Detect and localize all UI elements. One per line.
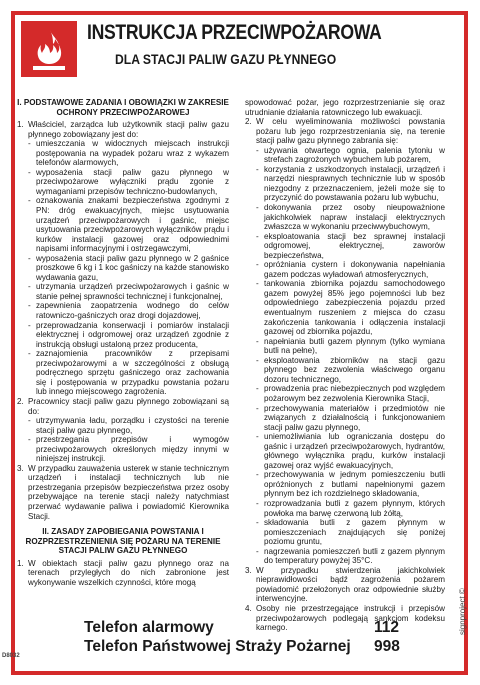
sub-item [28, 321, 229, 350]
sub-item-text: wyposażenia stacji paliw gazu płynnego w przeciwpożarowe wyłączniki prądu zgonie z wymaganiami przepisów techniczno-budowlanych, [36, 167, 229, 196]
phone-row-fire-brigade [84, 637, 414, 656]
dash-marker: - [28, 253, 31, 263]
dash-marker: - [256, 432, 259, 442]
sub-item [28, 254, 229, 283]
list-item [245, 604, 445, 633]
sub-item [256, 470, 445, 499]
sub-item [28, 282, 229, 301]
item-number: 1. [17, 120, 24, 130]
sub-item-text: wyposażenia stacji paliw gazu płynnego w 2 gaśnice proszkowe 6 kg i 1 koc gaśniczy na każde stanowisko wydawania gazu, [36, 253, 229, 282]
sub-item-text: umieszczania w widocznych miejscach instrukcji postępowania na wypadek pożaru wraz z wykazem telefonów alarmowych, [36, 139, 229, 168]
item-text: Pracownicy stacji paliw gazu płynnego zobowiązani są do: [28, 396, 229, 416]
sub-item [256, 165, 445, 203]
sub-item-text: uniemożliwiania lub ograniczania dostępu do gaśnic i urządzeń przeciwpożarowych, hydrantów, głównego wyłącznika prądu, kurków instalacji gazowej oraz wyjść ewakuacyjnych, [264, 432, 445, 470]
phone-label: Telefon alarmowy [84, 619, 214, 636]
dash-marker: - [256, 498, 259, 508]
sub-item-text: składowania butli z gazem płynnym w pomieszczeniach znajdujących się poniżej poziomu gruntu, [264, 518, 445, 547]
item-text: Właściciel, zarządca lub użytkownik stacji paliw gazu płynnego zobowiązany jest do: [28, 120, 229, 139]
section-1-items [17, 120, 229, 521]
sub-item [256, 260, 445, 279]
dash-marker: - [28, 196, 31, 206]
section-1-title: I. PODSTAWOWE ZADANIA I OBOWIĄZKI W ZAKRESIE OCHRONY PRZECIWPOŻAROWEJ [17, 98, 229, 117]
sub-item [256, 203, 445, 232]
section-2-items [245, 117, 445, 633]
dash-marker: - [28, 282, 31, 292]
list-item [17, 120, 229, 397]
list-item [245, 566, 445, 604]
sub-item-text: opróżniania cystern i dokonywania napełniania gazem podczas wyładowań atmosferycznych, [264, 260, 445, 279]
item-text: Osoby nie przestrzegające instrukcji i przepisów przeciwpożarowych podlegają sankcjom kodeksu karnego. [256, 603, 445, 633]
dash-marker: - [256, 164, 259, 174]
item-number: 3. [17, 463, 24, 473]
dash-marker: - [28, 416, 31, 426]
sub-item [256, 384, 445, 403]
dash-marker: - [28, 167, 31, 177]
sub-item-text: eksploatowania stacji bez sprawnej instalacji odgromowej, elektrycznej, zaworów bezpieczeństwa, [264, 231, 445, 260]
sub-item-text: eksploatowania zbiorników na stacji gazu płynnego bez zezwolenia właściwego organu dozoru technicznego, [264, 355, 445, 384]
sub-item-text: oznakowania znakami bezpieczeństwa zgodnymi z PN: dróg ewakuacyjnych, miejsc usytuowania urządzeń przeciwpożarowych i gaśnic, miejsc usytuowania przeciwpożarowych wyłączników prądu i kurków instalacji gazowej oraz odpowiednimi napisami informacyjnymi i ostrzegawczymi, [36, 196, 229, 254]
item-text: W przypadku stwierdzenia jakichkolwiek nieprawidłowości bądź zagrożenia pożarem powiadomić przełożonych oraz odpowiednie służby interwencyjne. [256, 565, 445, 604]
sub-item-text: zapewnienia zaopatrzenia wodnego do celów ratowniczo-gaśniczych oraz drogi dojazdowej, [36, 301, 229, 321]
dash-marker: - [28, 349, 31, 359]
dash-marker: - [256, 403, 259, 413]
sub-item-text: przechowywania w jednym pomieszczeniu butli opróżnionych z butlami napełnionymi gazem płynnym bez ich rozdzielnego składowania, [264, 470, 445, 499]
dash-marker: - [256, 470, 259, 480]
sub-item-text: dokonywania przez osoby nieupoważnione jakichkolwiek napraw instalacji elektrycznych zwłaszcza w wykonaniu przeciwwybuchowym, [264, 203, 445, 232]
sub-item-text: napełniania butli gazem płynnym (tylko wymiana butli na pełne), [264, 336, 445, 356]
sub-item [28, 416, 229, 435]
item-number: 2. [245, 117, 252, 127]
dash-marker: - [28, 435, 31, 445]
section-2-title: II. ZASADY ZAPOBIEGANIA POWSTANIA I ROZPRZESTRZENIENIA SIĘ POŻARU NA TERENIE STACJI PALIW GAZU PŁYNNEGO [25, 527, 221, 556]
sub-item [256, 232, 445, 261]
sub-item-text: tankowania zbiornika pojazdu samochodowego gazem powyżej 85% jego pojemności lub bez odpowiedniego zabezpieczenia pojazdu przed ewentualnym ruszeniem z miejsca do czasu zakończenia tankowania i odłączenia instalacji gazowej od zbiornika pojazdu, [264, 279, 445, 337]
fire-logo [21, 21, 77, 77]
item-text: W celu wyeliminowania możliwości powstania pożaru lub jego rozprzestrzeniania się, na terenie stacji paliw gazu płynnego zabrania się: [256, 117, 445, 146]
page-subtitle: DLA STACJI PALIW GAZU PŁYNNEGO [115, 52, 337, 67]
sub-item [256, 404, 445, 433]
fire-icon [21, 21, 77, 77]
item-number: 3. [245, 565, 252, 575]
item-continuation: spowodować pożar, jego rozprzestrzenianie się oraz utrudnianie działania ratowniczego lub ewakuacji. [245, 98, 445, 117]
sub-item [256, 279, 445, 336]
dash-marker: - [256, 336, 259, 346]
list-item [17, 464, 229, 521]
sub-item-text: utrzymania urządzeń przeciwpożarowych i gaśnic w stanie pełnej sprawności technicznej i funkcjonalnej, [36, 282, 229, 301]
phone-number: 998 [374, 638, 400, 655]
sub-item [256, 432, 445, 470]
sub-item [28, 435, 229, 464]
dash-marker: - [28, 139, 31, 149]
sub-item-text: rozprowadzania butli z gazem płynnym, których powłoka ma barwę czerwoną lub żółtą, [264, 498, 445, 518]
left-column [17, 98, 229, 587]
section-2-item [17, 559, 229, 588]
phone-label: Telefon Państwowej Straży Pożarnej [84, 638, 351, 655]
dash-marker: - [256, 518, 259, 528]
list-item [17, 397, 229, 464]
sub-item [256, 337, 445, 356]
item-text: W obiektach stacji paliw gazu płynnego oraz na terenach przyległych do nich zabronione jest wykonywanie wszelkich czynności, które mogą [28, 558, 229, 587]
sub-item-text: zaznajomienia pracowników z przepisami przeciwpożarowymi a w szczególności z obsługą podręcznego sprzętu gaśniczego oraz zachowania się i postępowania w przypadku powstania pożaru lub innego miejscowego zagrożenia. [36, 349, 229, 397]
sub-item-text: przechowywania materiałów i przedmiotów nie związanych z działalnością i funkcjonowaniem stacji paliw gazu płynnego, [264, 403, 445, 432]
sub-item [256, 547, 445, 566]
sub-item-text: utrzymywania ładu, porządku i czystości na terenie stacji paliw gazu płynnego, [36, 416, 229, 435]
dash-marker: - [256, 145, 259, 155]
sub-item-text: nagrzewania pomieszczeń butli z gazem płynnym do temperatury powyżej 35°C. [264, 546, 445, 566]
sub-item [28, 301, 229, 320]
right-column [245, 98, 445, 633]
sub-item [256, 518, 445, 547]
item-number: 2. [17, 396, 24, 406]
phone-number: 112 [374, 619, 400, 636]
dash-marker: - [256, 279, 259, 289]
dash-marker: - [256, 231, 259, 241]
sub-item-text: przeprowadzania konserwacji i pomiarów instalacji elektrycznej i odgromowej oraz urządzeń zgodnie z instrukcją obsługi ustaloną przez producenta, [36, 320, 229, 349]
sub-item-text: korzystania z uszkodzonych instalacji, urządzeń i narzędzi niesprawnych technicznie lub w sposób niezgodny z przeznaczeniem, jeżeli może się to przyczynić do powstawania pożaru lub wybuchu, [264, 164, 445, 203]
sub-item [28, 168, 229, 197]
dash-marker: - [28, 301, 31, 311]
sub-item [256, 356, 445, 385]
list-item [245, 117, 445, 566]
sub-item-text: przestrzegania przepisów i wymogów przeciwpożarowych określonych między innymi w niniejszej instrukcji. [36, 435, 229, 464]
sub-item [256, 499, 445, 518]
dash-marker: - [256, 384, 259, 394]
item-number: 1. [17, 558, 24, 568]
dash-marker: - [256, 260, 259, 270]
item-text: W przypadku zauważenia usterek w stanie technicznym urządzeń i instalacji technicznych lub nie przestrzegania przepisów bezpieczeństwa przez osoby przebywające na terenie stacji należy natychmiast przerwać wydawanie paliwa i powiadomić Kierownika Stacji. [28, 463, 229, 521]
brand-mark: signproject © [458, 588, 467, 635]
dash-marker: - [28, 320, 31, 330]
sub-item [28, 196, 229, 253]
item-number: 4. [245, 603, 252, 613]
dash-marker: - [256, 203, 259, 213]
dash-marker: - [256, 355, 259, 365]
sub-item-text: używania otwartego ognia, palenia tytoniu w strefach zagrożonych wybuchem lub pożarem, [264, 145, 445, 165]
product-code: D8032 [2, 653, 20, 659]
sub-item [28, 349, 229, 397]
dash-marker: - [256, 546, 259, 556]
sub-item [28, 139, 229, 168]
sub-item [256, 146, 445, 165]
page-title: INSTRUKCJA PRZECIWPOŻAROWA [87, 20, 382, 44]
sub-item-text: prowadzenia prac niebezpiecznych pod względem pożarowym bez zezwolenia Kierownika Stacji, [264, 384, 445, 403]
